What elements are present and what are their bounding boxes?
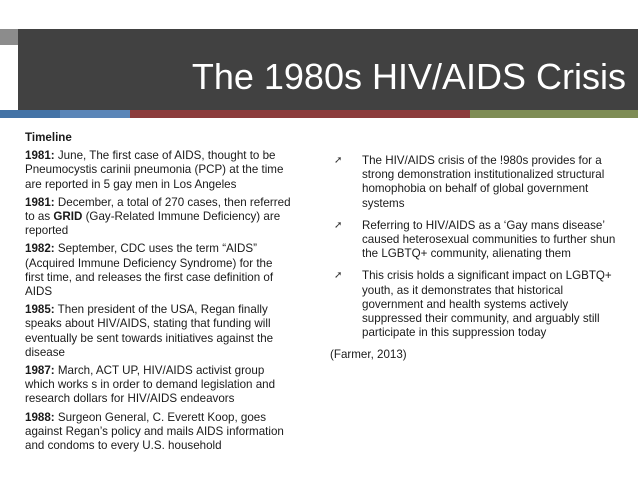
bullet-text: The HIV/AIDS crisis of the !980s provides for a strong demonstration institutionalized structural homophobia on behalf of global government systems bbox=[362, 154, 605, 210]
timeline-entry bbox=[25, 411, 293, 454]
header-strip-dark bbox=[18, 29, 638, 45]
bullet-point bbox=[330, 154, 620, 211]
timeline-text: December, a total of 270 cases, then referred to as bbox=[25, 195, 291, 224]
timeline-entry bbox=[25, 149, 293, 192]
title-bar bbox=[18, 45, 638, 110]
timeline-text: March, ACT UP, HIV/AIDS activist group which works s in order to demand legislation and research dollars for HIV/AIDS endeavors bbox=[25, 364, 276, 406]
citation: (Farmer, 2013) bbox=[330, 348, 407, 362]
timeline-column bbox=[25, 131, 293, 457]
bullet-text: This crisis holds a significant impact on LGBTQ+ youth, as it demonstrates that historical government and health systems actively suppressed their community, and arguably still participate in this suppression today bbox=[362, 269, 612, 340]
timeline-text: September, CDC uses the term “AIDS” (Acquired Immune Deficiency Syndrome) for the first time, and releases the first case definition of AIDS bbox=[25, 242, 274, 299]
bullet-text: Referring to HIV/AIDS as a ‘Gay mans disease’ caused heterosexual communities to further shun the LGBTQ+ community, alienating them bbox=[362, 218, 616, 261]
arrow-bullet-icon: ➚ bbox=[334, 270, 343, 282]
arrow-bullet-icon: ➚ bbox=[334, 219, 343, 231]
timeline-text: Surgeon General, C. Everett Koop, goes against Regan’s policy and mails AIDS information and condoms to every U.S. household bbox=[25, 410, 284, 453]
accent-bar-blue bbox=[0, 110, 60, 118]
timeline-heading: Timeline bbox=[25, 131, 72, 144]
bullet-point bbox=[330, 219, 620, 262]
timeline-year: 1981: bbox=[25, 149, 55, 163]
timeline-year: 1985: bbox=[25, 303, 55, 317]
accent-bar-olive bbox=[470, 110, 638, 118]
timeline-entry bbox=[25, 364, 293, 407]
accent-bar-red bbox=[130, 110, 470, 118]
timeline-entry bbox=[25, 303, 293, 360]
timeline-year: 1987: bbox=[25, 364, 55, 378]
header-strip bbox=[0, 29, 638, 45]
timeline-year: 1988: bbox=[25, 410, 55, 424]
analysis-column bbox=[330, 154, 620, 363]
timeline-text: Then president of the USA, Regan finally speaks about HIV/AIDS, stating that funding will eventually be sent towards initiatives against the disease bbox=[25, 303, 274, 359]
grid-term: GRID bbox=[53, 210, 83, 224]
timeline-year: 1981: bbox=[25, 195, 55, 209]
slide-title: The 1980s HIV/AIDS Crisis bbox=[191, 56, 626, 97]
timeline-text: June, The first case of AIDS, thought to be Pneumocystis carinii pneumonia (PCP) at the time are reported in 5 gay men in Los Angeles bbox=[25, 149, 284, 191]
bullet-point bbox=[330, 269, 620, 340]
timeline-entry bbox=[25, 242, 293, 299]
timeline-year: 1982: bbox=[25, 242, 55, 256]
arrow-bullet-icon: ➚ bbox=[334, 155, 343, 166]
accent-bar-light-blue bbox=[60, 110, 130, 118]
timeline-text: (Gay-Related Immune Deficiency) are reported bbox=[25, 210, 281, 238]
timeline-entry bbox=[25, 196, 293, 239]
